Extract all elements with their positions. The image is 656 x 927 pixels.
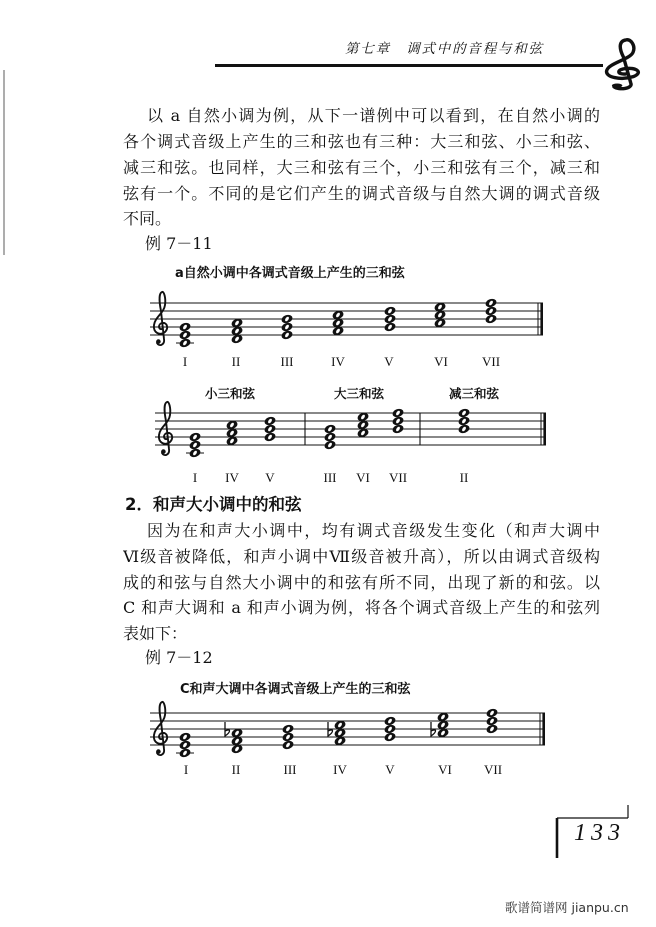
note-head (280, 322, 293, 333)
note-head-hole (437, 320, 442, 326)
note-head (178, 322, 191, 333)
note-head-hole (182, 750, 187, 756)
group-label-diminished: 减三和弦 (448, 386, 500, 401)
note-head-hole (461, 426, 466, 432)
treble-clef-stroke (154, 292, 167, 345)
note-head (433, 310, 446, 321)
note-head (230, 744, 243, 755)
note-head-hole (489, 718, 494, 724)
chord (356, 412, 369, 439)
note-head (391, 416, 404, 427)
note-head-hole (234, 336, 239, 342)
degree-label: II (231, 354, 241, 369)
note-head (263, 424, 276, 435)
treble-clef-stroke (154, 702, 167, 755)
chord (280, 314, 293, 341)
note-head (436, 728, 449, 739)
note-head (280, 314, 293, 325)
note-head (391, 408, 404, 419)
note-head (281, 724, 294, 735)
note-head (383, 724, 396, 735)
note-head-hole (337, 730, 342, 736)
note-head (356, 412, 369, 423)
paragraph-line: Ⅵ级音被降低，和声小调中Ⅶ级音被升高），所以由调式音级构 (123, 547, 600, 566)
chord (485, 708, 498, 735)
note-head (485, 716, 498, 727)
note-head (333, 728, 346, 739)
paragraph-line: 不同。 (123, 209, 172, 228)
note-head (178, 732, 191, 743)
note-head-hole (192, 450, 197, 456)
note-head-hole (327, 442, 332, 448)
note-head (457, 408, 470, 419)
note-head (484, 298, 497, 309)
treble-clef-stroke (159, 402, 172, 455)
note-head-hole (284, 324, 289, 330)
chord (391, 408, 404, 435)
note-head-hole (284, 332, 289, 338)
note-head-hole (360, 430, 365, 436)
paragraph-line: 弦有一个。不同的是它们产生的调式音级与自然大调的调式音级 (123, 184, 600, 203)
note-head-hole (360, 414, 365, 420)
degree-label: V (385, 762, 395, 777)
note-head (230, 728, 243, 739)
paragraph-line: 减三和弦。也同样，大三和弦有三个，小三和弦有三个，减三和 (123, 158, 600, 177)
example-label: 例 7－12 (145, 648, 213, 667)
treble-clef-ball (161, 449, 166, 454)
note-head (281, 732, 294, 743)
note-head (433, 318, 446, 329)
degree-label: IV (225, 470, 239, 485)
chord (383, 306, 396, 333)
chord (186, 432, 204, 459)
paragraph-line: 表如下： (123, 624, 188, 643)
note-head-hole (387, 726, 392, 732)
note-head (436, 720, 449, 731)
degree-label: IV (333, 762, 347, 777)
note-head (333, 720, 346, 731)
degree-label: IV (331, 354, 345, 369)
note-head (331, 318, 344, 329)
degree-label: VI (434, 354, 448, 369)
chord (176, 322, 194, 349)
note-head-hole (182, 332, 187, 338)
note-head-hole (488, 308, 493, 314)
treble-clef (159, 402, 172, 455)
note-head (383, 732, 396, 743)
note-head-hole (395, 418, 400, 424)
note-head-hole (387, 316, 392, 322)
note-head (457, 416, 470, 427)
flat-sign (328, 722, 333, 736)
staff-example-7-11-grouped (155, 402, 546, 459)
chord (484, 298, 497, 325)
paragraph-line: C 和声大调和 a 和声小调为例，将各个调式音级上产生的和弦列 (123, 598, 600, 617)
note-head (383, 314, 396, 325)
note-head (178, 740, 191, 751)
degree-label: VI (356, 470, 370, 485)
header-treble-clef-icon (607, 40, 639, 89)
note-head-hole (229, 422, 234, 428)
example-label: 例 7－11 (145, 234, 213, 253)
note-head-hole (489, 710, 494, 716)
note-head (356, 420, 369, 431)
section-heading: 2．和声大小调中的和弦 (125, 495, 302, 514)
degree-label: VII (388, 470, 408, 485)
note-head-hole (387, 718, 392, 724)
note-head (484, 306, 497, 317)
note-head (225, 420, 238, 431)
note-head-hole (285, 734, 290, 740)
chord (323, 424, 336, 451)
note-head-hole (234, 738, 239, 744)
note-head-hole (234, 320, 239, 326)
example-title: a自然小调中各调式音级上产生的三和弦 (175, 266, 405, 281)
treble-clef-ball (156, 749, 161, 754)
watermark: 歌谱简谱网 jianpu.cn (505, 900, 629, 915)
note-head-hole (387, 734, 392, 740)
treble-clef-ball (156, 339, 161, 344)
note-head (484, 314, 497, 325)
note-head (433, 302, 446, 313)
note-head-hole (234, 328, 239, 334)
note-head (383, 306, 396, 317)
note-head-hole (229, 430, 234, 436)
note-head (230, 736, 243, 747)
note-head-hole (182, 734, 187, 740)
chord (281, 724, 294, 751)
chord (383, 716, 396, 743)
chord (225, 420, 238, 447)
note-head-hole (335, 328, 340, 334)
note-head-hole (192, 434, 197, 440)
note-head (225, 436, 238, 447)
note-head-hole (182, 340, 187, 346)
group-label-major: 大三和弦 (333, 386, 385, 401)
note-head-hole (387, 324, 392, 330)
note-head-hole (488, 300, 493, 306)
note-head-hole (267, 434, 272, 440)
note-head-hole (337, 738, 342, 744)
note-head-hole (285, 726, 290, 732)
degree-label: II (459, 470, 469, 485)
note-head-hole (229, 438, 234, 444)
paragraph-line: 成的和弦与自然大小调中的和弦有所不同，出现了新的和弦。以 (123, 573, 600, 592)
note-head (178, 338, 191, 349)
final-barline-thick (540, 303, 543, 335)
chord (433, 302, 446, 329)
note-head (323, 440, 336, 451)
note-head-hole (440, 722, 445, 728)
note-head-hole (267, 426, 272, 432)
note-head (383, 716, 396, 727)
chord (331, 310, 344, 337)
degree-label: VII (483, 762, 503, 777)
note-head (188, 448, 201, 459)
note-head-hole (267, 418, 272, 424)
note-head-hole (395, 426, 400, 432)
note-head-hole (234, 730, 239, 736)
chord (263, 416, 276, 443)
example-title: C和声大调中各调式音级上产生的三和弦 (180, 682, 411, 697)
group-label-minor: 小三和弦 (204, 386, 256, 401)
degree-label: I (183, 762, 189, 777)
note-head-hole (182, 324, 187, 330)
note-head (436, 712, 449, 723)
note-head (263, 416, 276, 427)
note-head (485, 708, 498, 719)
staff-example-7-11 (150, 292, 543, 349)
note-head (323, 432, 336, 443)
degree-label: I (192, 470, 198, 485)
note-head (281, 740, 294, 751)
treble-clef (154, 702, 167, 755)
note-head-hole (192, 442, 197, 448)
paragraph-line: 以 a 自然小调为例，从下一谱例中可以看到，在自然小调的 (147, 106, 600, 125)
flat-sign (431, 722, 436, 736)
chord (457, 408, 470, 435)
note-head-hole (335, 320, 340, 326)
note-head (457, 424, 470, 435)
note-head-hole (461, 418, 466, 424)
chord (176, 732, 194, 759)
note-head (188, 440, 201, 451)
degree-label: III (280, 354, 294, 369)
note-head (178, 330, 191, 341)
note-head (485, 724, 498, 735)
note-head (323, 424, 336, 435)
degree-label: VI (438, 762, 452, 777)
note-head-hole (335, 312, 340, 318)
final-barline-thick (543, 413, 546, 445)
note-head-hole (461, 410, 466, 416)
degree-label: V (265, 470, 275, 485)
note-head-hole (437, 304, 442, 310)
paragraph-line: 各个调式音级上产生的三和弦也有三种：大三和弦、小三和弦、 (123, 132, 600, 151)
note-head-hole (395, 410, 400, 416)
degree-label: III (323, 470, 337, 485)
degree-label: III (283, 762, 297, 777)
note-head (263, 432, 276, 443)
note-head (280, 330, 293, 341)
note-head-hole (234, 746, 239, 752)
staff-example-7-12 (150, 702, 545, 759)
note-head (230, 318, 243, 329)
chord (225, 722, 244, 754)
note-head (331, 310, 344, 321)
page-number: 133 (574, 820, 625, 846)
chord (328, 720, 347, 747)
note-head (230, 334, 243, 345)
note-head-hole (489, 726, 494, 732)
note-head (383, 322, 396, 333)
note-head-hole (488, 316, 493, 322)
chord (431, 712, 450, 739)
chapter-header: 第七章 调式中的音程与和弦 (345, 41, 544, 57)
note-head (188, 432, 201, 443)
note-head-hole (437, 312, 442, 318)
paragraph-line: 因为在和声大小调中，均有调式音级发生变化（和声大调中 (147, 521, 600, 540)
header-clef-ball (612, 83, 623, 87)
degree-label: V (384, 354, 394, 369)
note-head-hole (387, 308, 392, 314)
note-head-hole (337, 722, 342, 728)
note-head-hole (327, 434, 332, 440)
note-head-hole (327, 426, 332, 432)
flat-sign (225, 722, 230, 736)
chord (230, 318, 243, 345)
treble-clef (154, 292, 167, 345)
note-head-hole (440, 730, 445, 736)
note-head (225, 428, 238, 439)
note-head (230, 326, 243, 337)
note-head-hole (360, 422, 365, 428)
header-rule (215, 64, 603, 67)
note-head-hole (284, 316, 289, 322)
note-head (331, 326, 344, 337)
degree-label: I (182, 354, 188, 369)
note-head (356, 428, 369, 439)
degree-label: VII (481, 354, 501, 369)
note-head (178, 748, 191, 759)
note-head-hole (440, 714, 445, 720)
note-head-hole (285, 742, 290, 748)
header-clef-stroke (607, 40, 639, 89)
note-head (333, 736, 346, 747)
degree-label: II (231, 762, 241, 777)
final-barline-thick (542, 713, 545, 745)
note-head-hole (182, 742, 187, 748)
note-head (391, 424, 404, 435)
